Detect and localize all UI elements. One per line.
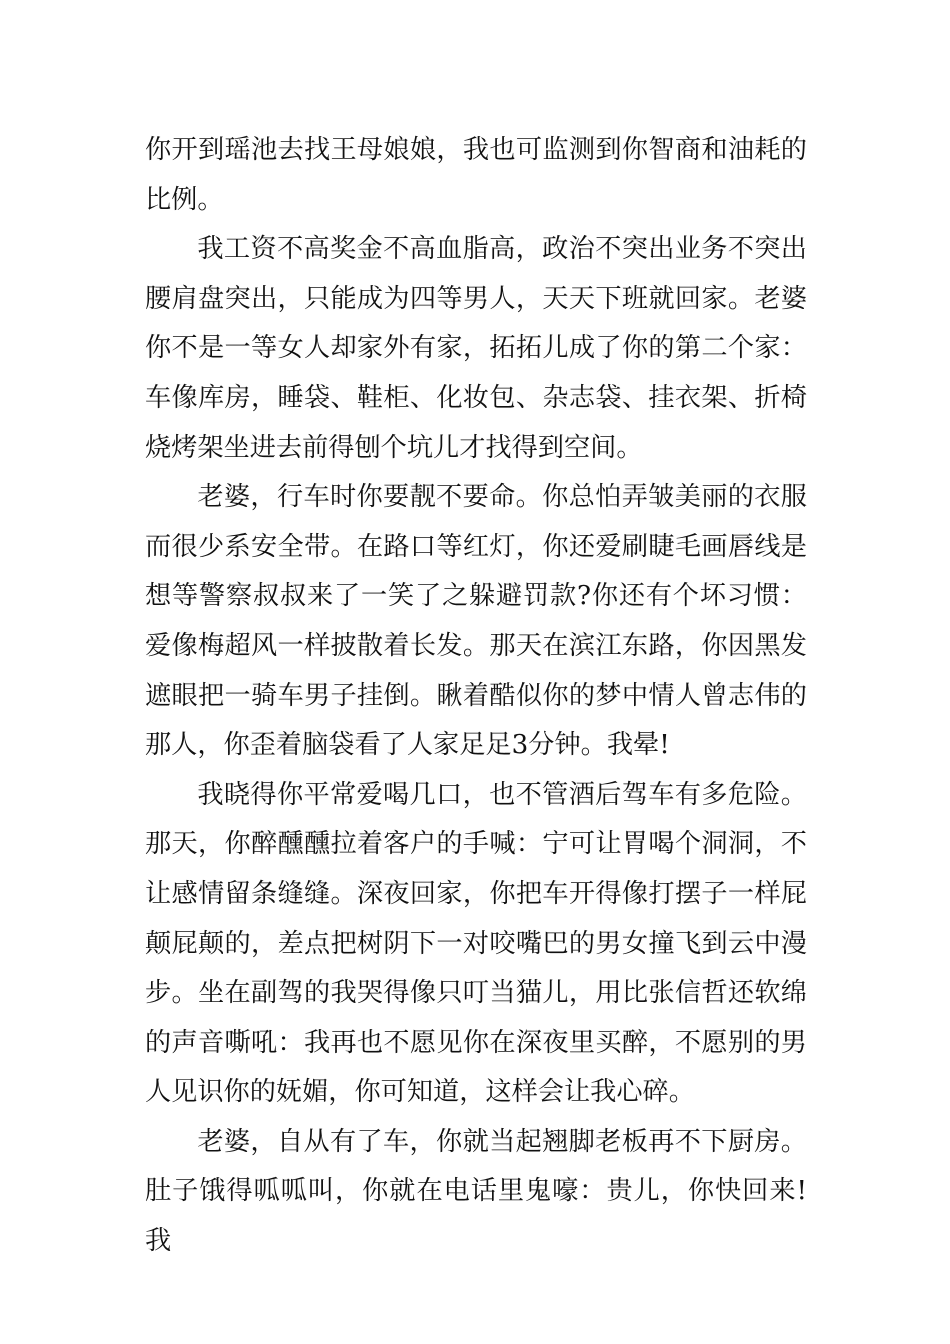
paragraph: 我工资不高奖金不高血脂高，政治不突出业务不突出腰肩盘突出，只能成为四等男人，天天下班就回家。老婆你不是一等女人却家外有家，拓拓儿成了你的第二个家：车像库房，睡袋、鞋柜、化妆包、杂志袋、挂衣架、折椅烧烤架坐进去前得刨个坑儿才找得到空间。 <box>145 234 807 463</box>
paragraph: 老婆，自从有了车，你就当起翘脚老板再不下厨房。肚子饿得呱呱叫，你就在电话里鬼嚎：贵儿，你快回来!我 <box>145 1126 807 1257</box>
paragraph: 我晓得你平常爱喝几口，也不管酒后驾车有多危险。那天，你醉醺醺拉着客户的手喊：宁可让胃喝个洞洞，不让感情留条缝缝。深夜回家，你把车开得像打摆子一样屁颠屁颠的，差点把树阴下一对咬嘴巴的男女撞飞到云中漫步。坐在副驾的我哭得像只叮当猫儿，用比张信哲还软绵的声音嘶吼：我再也不愿见你在深夜里买醉，不愿别的男人见识你的妩媚，你可知道，这样会让我心碎。 <box>145 779 807 1108</box>
paragraph: 老婆，行车时你要靓不要命。你总怕弄皱美丽的衣服而很少系安全带。在路口等红灯，你还爱刷睫毛画唇线是想等警察叔叔来了一笑了之躲避罚款?你还有个坏习惯：爱像梅超风一样披散着长发。那天在滨江东路，你因黑发遮眼把一骑车男子挂倒。瞅着酷似你的梦中情人曾志伟的那人，你歪着脑袋看了人家足足3分钟。我晕! <box>145 482 807 761</box>
document-page <box>145 126 807 1267</box>
paragraph-continued: 你开到瑶池去找王母娘娘，我也可监测到你智商和油耗的比例。 <box>145 135 807 215</box>
